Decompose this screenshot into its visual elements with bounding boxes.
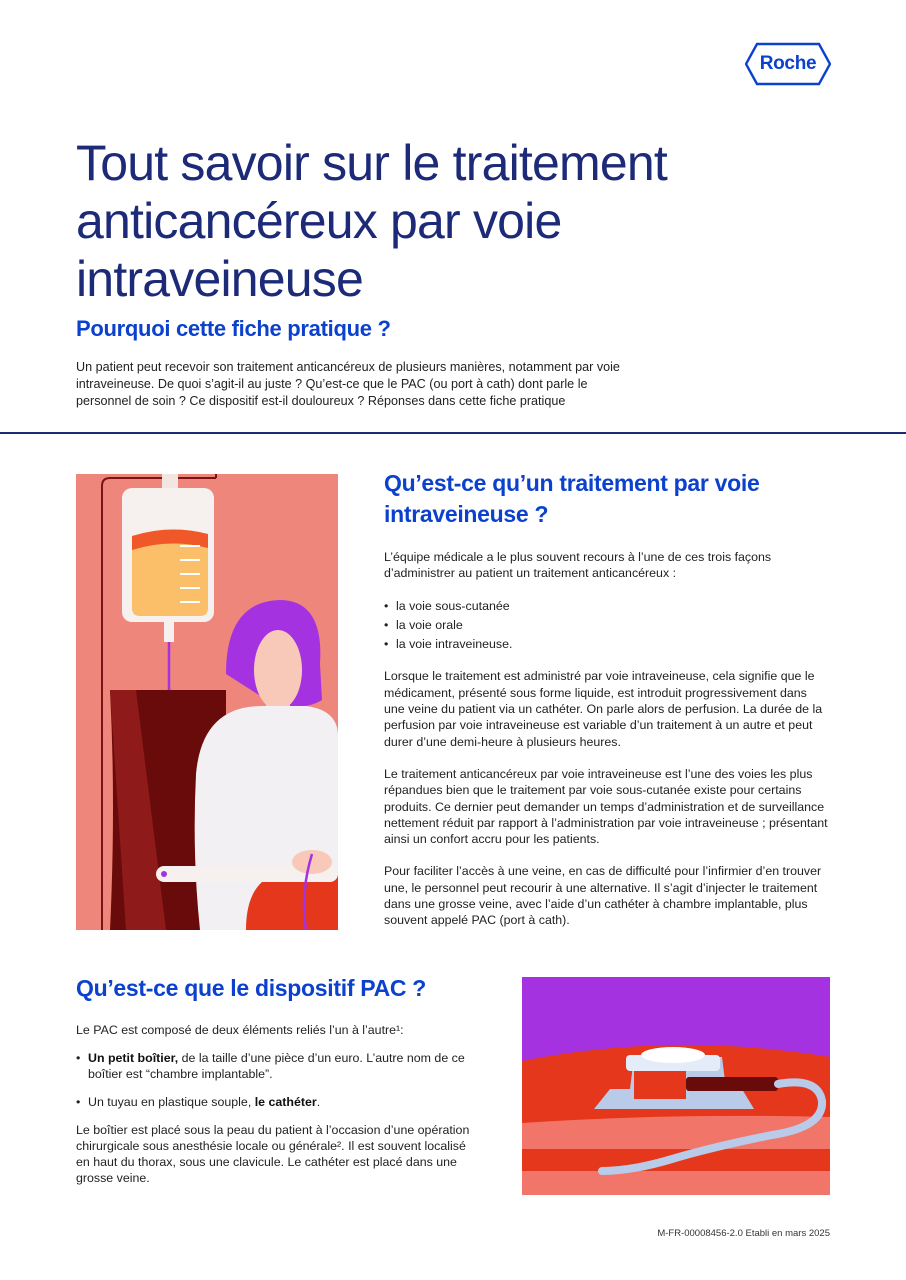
list-item-bold: Un petit boîtier, <box>88 1051 179 1065</box>
list-item: • la voie orale <box>384 617 830 633</box>
page-title: Tout savoir sur le traitement anticancéreux par voie intraveineuse <box>76 135 667 307</box>
intro-paragraph: Un patient peut recevoir son traitement anticancéreux de plusieurs manières, notamment par voie intraveineuse. De quoi s’agit-il au juste ? Qu’est-ce que le PAC (ou port à cath) dont parle le personnel de soin ? Ce dispositif est-il douloureux ? Réponses dans cette fiche pratique <box>76 360 620 408</box>
section1-paragraph: L’équipe médicale a le plus souvent recours à l’une de ces trois façons d’administrer au patient un traitement anticancéreux : <box>384 550 772 581</box>
administration-routes-list <box>384 598 830 653</box>
section1-paragraph: Le traitement anticancéreux par voie intraveineuse est l’une des voies les plus répandues bien que le traitement par voie sous-cutanée existe pour certains produits. Ce dernier peut demander un temps d’administration et de surveillance nettement réduit par rapport à l’administration par voie intraveineuse ; présentant ainsi un confort accru pour les patients. <box>384 766 828 847</box>
pac-device-illustration <box>522 977 830 1195</box>
pac-components-list <box>76 1050 476 1110</box>
page-subtitle: Pourquoi cette fiche pratique ? <box>76 316 391 341</box>
list-item-bold: le cathéter <box>254 1095 317 1109</box>
document-reference: M-FR-00008456-2.0 Etabli en mars 2025 <box>657 1228 830 1239</box>
section1-paragraph: Pour faciliter l’accès à une veine, en cas de difficulté pour l’infirmier d’en trouver une, le personnel peut recourir à une alternative. Il s’agit d’injecter le traitement dans une grosse veine, avec l’aide d’un cathéter à chambre implantable, plus souvent appelé PAC (port à cath). <box>384 864 822 928</box>
section-divider <box>0 432 906 434</box>
section2-paragraph: Le PAC est composé de deux éléments reliés l’un à l’autre¹: <box>76 1023 404 1037</box>
roche-logo-text: Roche <box>759 53 817 74</box>
list-item: • la voie intraveineuse. <box>384 636 830 652</box>
list-item-text: de la taille d’une pièce d’un euro. L’autre nom de ce boîtier est “chambre implantable”. <box>88 1051 465 1081</box>
section1-paragraph: Lorsque le traitement est administré par voie intraveineuse, cela signifie que le médicament, présenté sous forme liquide, est introduit progressivement dans une veine du patient via un cathéter. On parle alors de perfusion. La durée de la perfusion par voie intraveineuse est variable d’un traitement à un autre et peut durer d’une demi-heure à plusieurs heures. <box>384 669 823 749</box>
list-item: • la voie sous-cutanée <box>384 598 830 614</box>
section2-heading: Qu’est-ce que le dispositif PAC ? <box>76 975 427 1001</box>
section2-body <box>76 1022 476 1198</box>
section2-paragraph: Le boîtier est placé sous la peau du patient à l’occasion d’une opération chirurgicale sous anesthésie locale ou générale². Il est souvent localisé en haut du thorax, sous une clavicule. Le cathéter est placé dans une grosse veine. <box>76 1123 470 1185</box>
roche-logo <box>745 42 831 86</box>
list-item-text: Un tuyau en plastique souple, <box>88 1095 255 1109</box>
list-item <box>76 1050 476 1082</box>
list-item-text: . <box>316 1095 321 1109</box>
iv-infusion-illustration <box>76 474 338 930</box>
list-item <box>76 1094 476 1110</box>
section1-heading: Qu’est-ce qu’un traitement par voie intraveineuse ? <box>384 470 760 527</box>
section1-body <box>384 549 830 945</box>
